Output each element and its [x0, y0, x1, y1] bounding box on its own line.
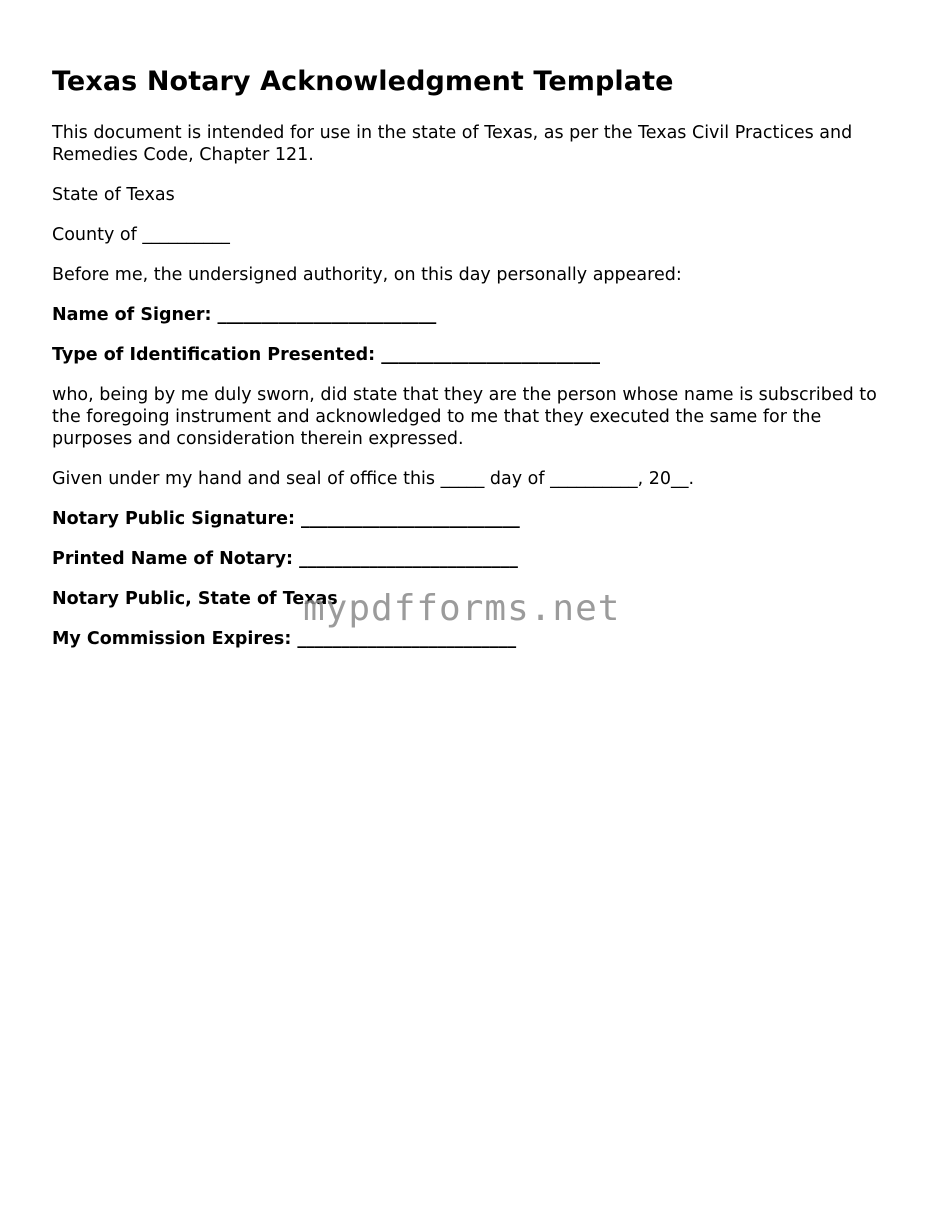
watermark: mypdfforms.net: [303, 588, 621, 629]
given-under-line: Given under my hand and seal of office this _____ day of __________, 20__.: [52, 469, 695, 489]
notary-printed-name-field: Printed Name of Notary: _________________________: [52, 549, 518, 569]
notary-state-line: Notary Public, State of Texas: [52, 589, 338, 609]
commission-expires-field: My Commission Expires: _________________________: [52, 629, 517, 649]
intro-paragraph: This document is intended for use in the state of Texas, as per the Texas Civil Practices and Remedies Code, Chapter 121.: [52, 123, 853, 165]
notary-signature-field: Notary Public Signature: _________________________: [52, 509, 520, 529]
sworn-statement-paragraph: who, being by me duly sworn, did state that they are the person whose name is subscribed to the foregoing instrument and acknowledged to me that they executed the same for the purposes and consideration therein expressed.: [52, 385, 877, 449]
document-page: [52, 64, 902, 668]
identification-field: Type of Identification Presented: _________________________: [52, 345, 600, 365]
county-line: County of __________: [52, 225, 230, 245]
document-title: Texas Notary Acknowledgment Template: [52, 66, 674, 97]
before-me-paragraph: Before me, the undersigned authority, on this day personally appeared:: [52, 265, 682, 285]
signer-name-field: Name of Signer: _________________________: [52, 305, 437, 325]
state-line: State of Texas: [52, 185, 175, 205]
